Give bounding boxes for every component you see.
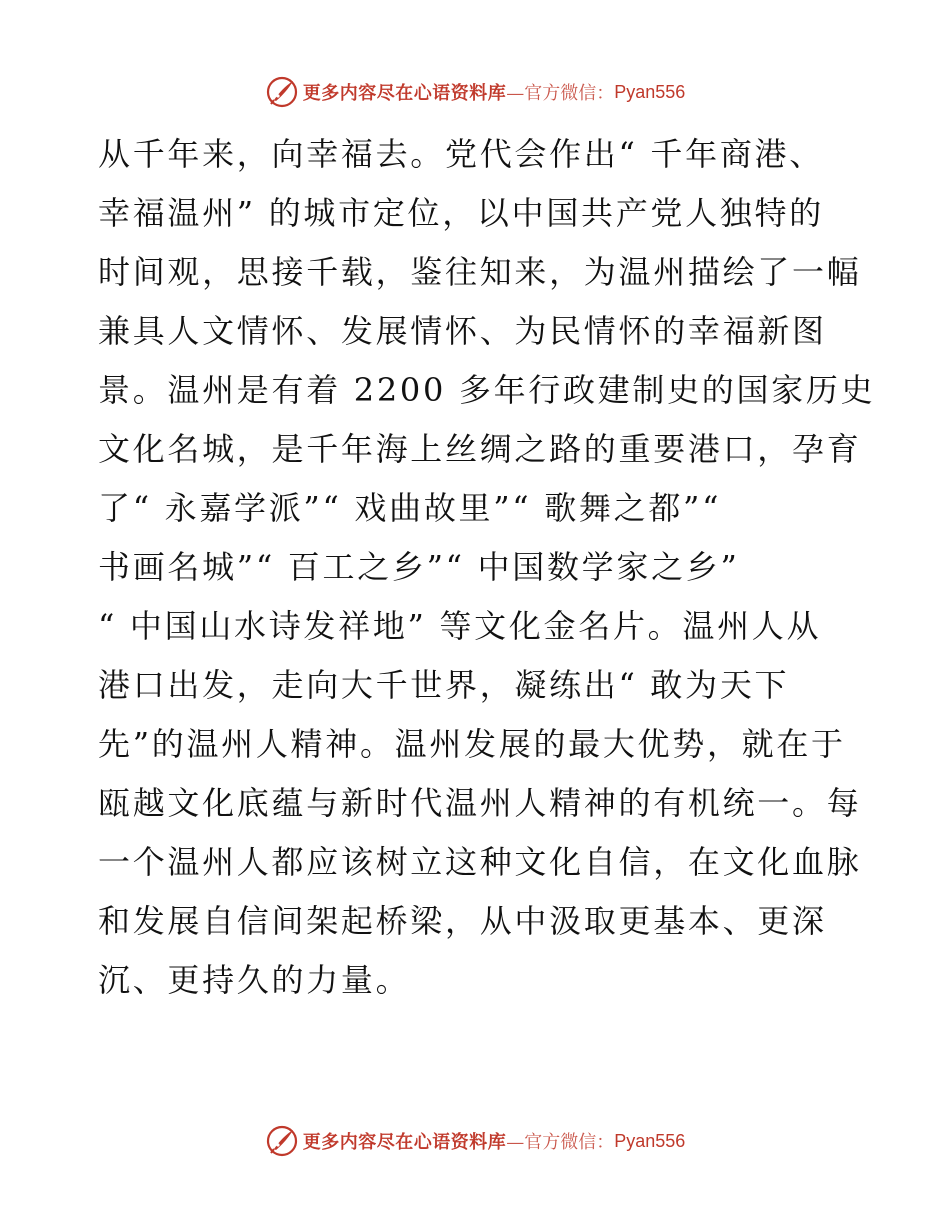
paragraph-line: 幸福温州” 的城市定位，以中国共产党人独特的 xyxy=(98,194,824,232)
article-paragraph xyxy=(98,125,876,1010)
paragraph-line: 瓯越文化底蕴与新时代温州人精神的有机统一。每 xyxy=(98,784,862,822)
header-wechat-id: Pyan556 xyxy=(614,81,686,102)
paragraph-line: 沉、更持久的力量。 xyxy=(98,961,411,999)
footer-site-name: 更多内容尽在心语资料库 xyxy=(302,1132,507,1153)
paragraph-line: 景。温州是有着 2200 多年行政建制史的国家历史 xyxy=(98,371,876,409)
footer-wechat-label: —官方微信： xyxy=(506,1132,615,1153)
paragraph-line: 从千年来，向幸福去。党代会作出“ 千年商港、 xyxy=(98,135,824,173)
header-wechat-label: —官方微信： xyxy=(506,83,615,104)
paragraph-line: “ 中国山水诗发祥地” 等文化金名片。温州人从 xyxy=(98,607,822,645)
footer-wechat-id: Pyan556 xyxy=(614,1130,686,1151)
paragraph-line: 文化名城，是千年海上丝绸之路的重要港口，孕育 xyxy=(98,430,862,468)
paragraph-line: 和发展自信间架起桥梁，从中汲取更基本、更深 xyxy=(98,902,827,940)
footer-banner xyxy=(0,1121,950,1161)
paragraph-line: 先”的温州人精神。温州发展的最大优势，就在于 xyxy=(98,725,846,763)
paragraph-line: 一个温州人都应该树立这种文化自信，在文化血脉 xyxy=(98,843,862,881)
paragraph-line: 港口出发，走向大千世界，凝练出“ 敢为天下 xyxy=(98,666,790,704)
paragraph-line: 书画名城”“ 百工之乡”“ 中国数学家之乡” xyxy=(98,548,740,586)
header-site-name: 更多内容尽在心语资料库 xyxy=(302,83,507,104)
quill-pen-logo-icon xyxy=(265,75,299,109)
paragraph-line: 了“ 永嘉学派”“ 戏曲故里”“ 歌舞之都”“ xyxy=(98,489,722,527)
paragraph-line: 兼具人文情怀、发展情怀、为民情怀的幸福新图 xyxy=(98,312,827,350)
header-banner xyxy=(0,72,950,112)
paragraph-line: 时间观，思接千载，鉴往知来，为温州描绘了一幅 xyxy=(98,253,862,291)
quill-pen-logo-icon xyxy=(265,1124,299,1158)
